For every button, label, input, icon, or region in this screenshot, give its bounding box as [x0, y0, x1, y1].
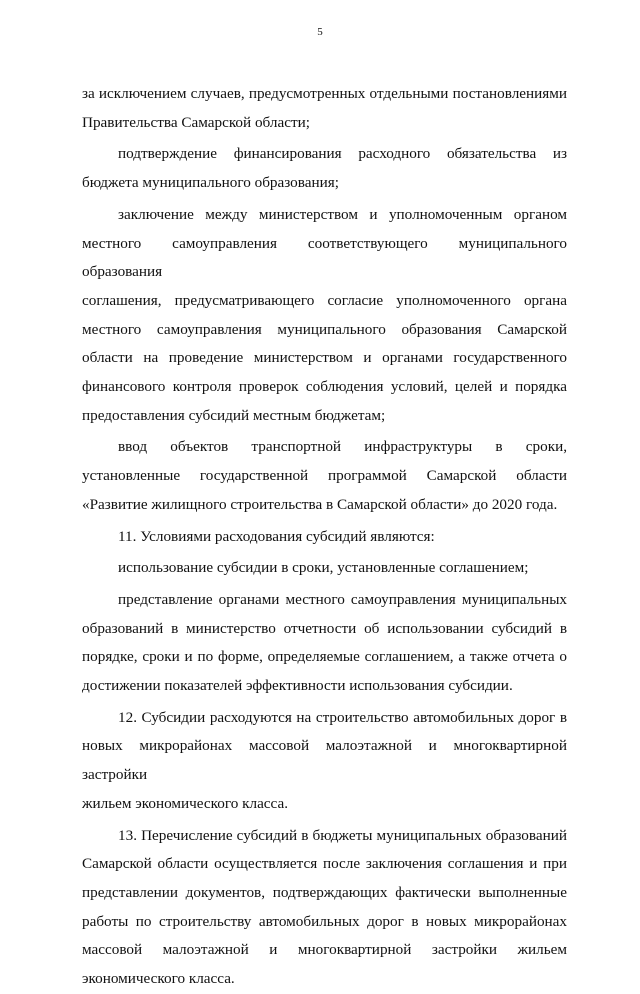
document-body — [82, 80, 567, 994]
paragraph-line: подтверждение финансирования расходного обязательства из — [118, 145, 567, 163]
paragraph-line: экономического класса. — [82, 970, 235, 988]
paragraph-line: жильем экономического класса. — [82, 794, 289, 812]
paragraph-line: 11. Условиями расходования субсидий являются: — [118, 527, 435, 545]
paragraph-line: установленные государственной программой Самарской области — [82, 467, 567, 485]
paragraph-line: соглашения, предусматривающего согласие уполномоченного органа — [82, 291, 567, 309]
paragraph-line: области на проведение министерством и органами государственного — [82, 349, 567, 367]
paragraph-line: бюджета муниципального образования; — [82, 174, 339, 192]
paragraph-line: заключение между министерством и уполномоченным органом — [118, 205, 567, 223]
page-number: 5 — [317, 26, 323, 38]
paragraph-line: предоставления субсидий местным бюджетам; — [82, 406, 386, 424]
paragraph-line: ввод объектов транспортной инфраструктуры в сроки, — [118, 438, 567, 456]
paragraph-line: достижении показателей эффективности использования субсидии. — [82, 677, 513, 695]
paragraph-line: новых микрорайонах массовой малоэтажной и многоквартирной застройки — [82, 737, 567, 784]
paragraph-line: использование субсидии в сроки, установленные соглашением; — [118, 559, 529, 577]
paragraph-line: образований в министерство отчетности об использовании субсидий в — [82, 619, 567, 637]
paragraph-line: представлении документов, подтверждающих фактически выполненные — [82, 883, 567, 901]
paragraph-line: «Развитие жилищного строительства в Самарской области» до 2020 года. — [82, 495, 558, 513]
paragraph-line: 13. Перечисление субсидий в бюджеты муниципальных образований — [118, 826, 567, 844]
paragraph-line: порядке, сроки и по форме, определяемые соглашением, а также отчета о — [82, 648, 567, 666]
paragraph-line: финансового контроля проверок соблюдения условий, целей и порядка — [82, 378, 567, 396]
paragraph-line: массовой малоэтажной и многоквартирной застройки жильем — [82, 941, 567, 959]
paragraph-line: работы по строительству автомобильных дорог в новых микрорайонах — [82, 912, 567, 930]
paragraph-line: местного самоуправления соответствующего муниципального образования — [82, 234, 567, 281]
paragraph-line: за исключением случаев, предусмотренных отдельными постановлениями — [82, 85, 567, 102]
paragraph-line: 12. Субсидии расходуются на строительство автомобильных дорог в — [118, 708, 567, 726]
paragraph-line: представление органами местного самоуправления муниципальных — [118, 590, 567, 608]
paragraph-line: Правительства Самарской области; — [82, 113, 310, 131]
paragraph-line: местного самоуправления муниципального образования Самарской — [82, 320, 567, 338]
paragraph-line: Самарской области осуществляется после заключения соглашения и при — [82, 855, 567, 873]
